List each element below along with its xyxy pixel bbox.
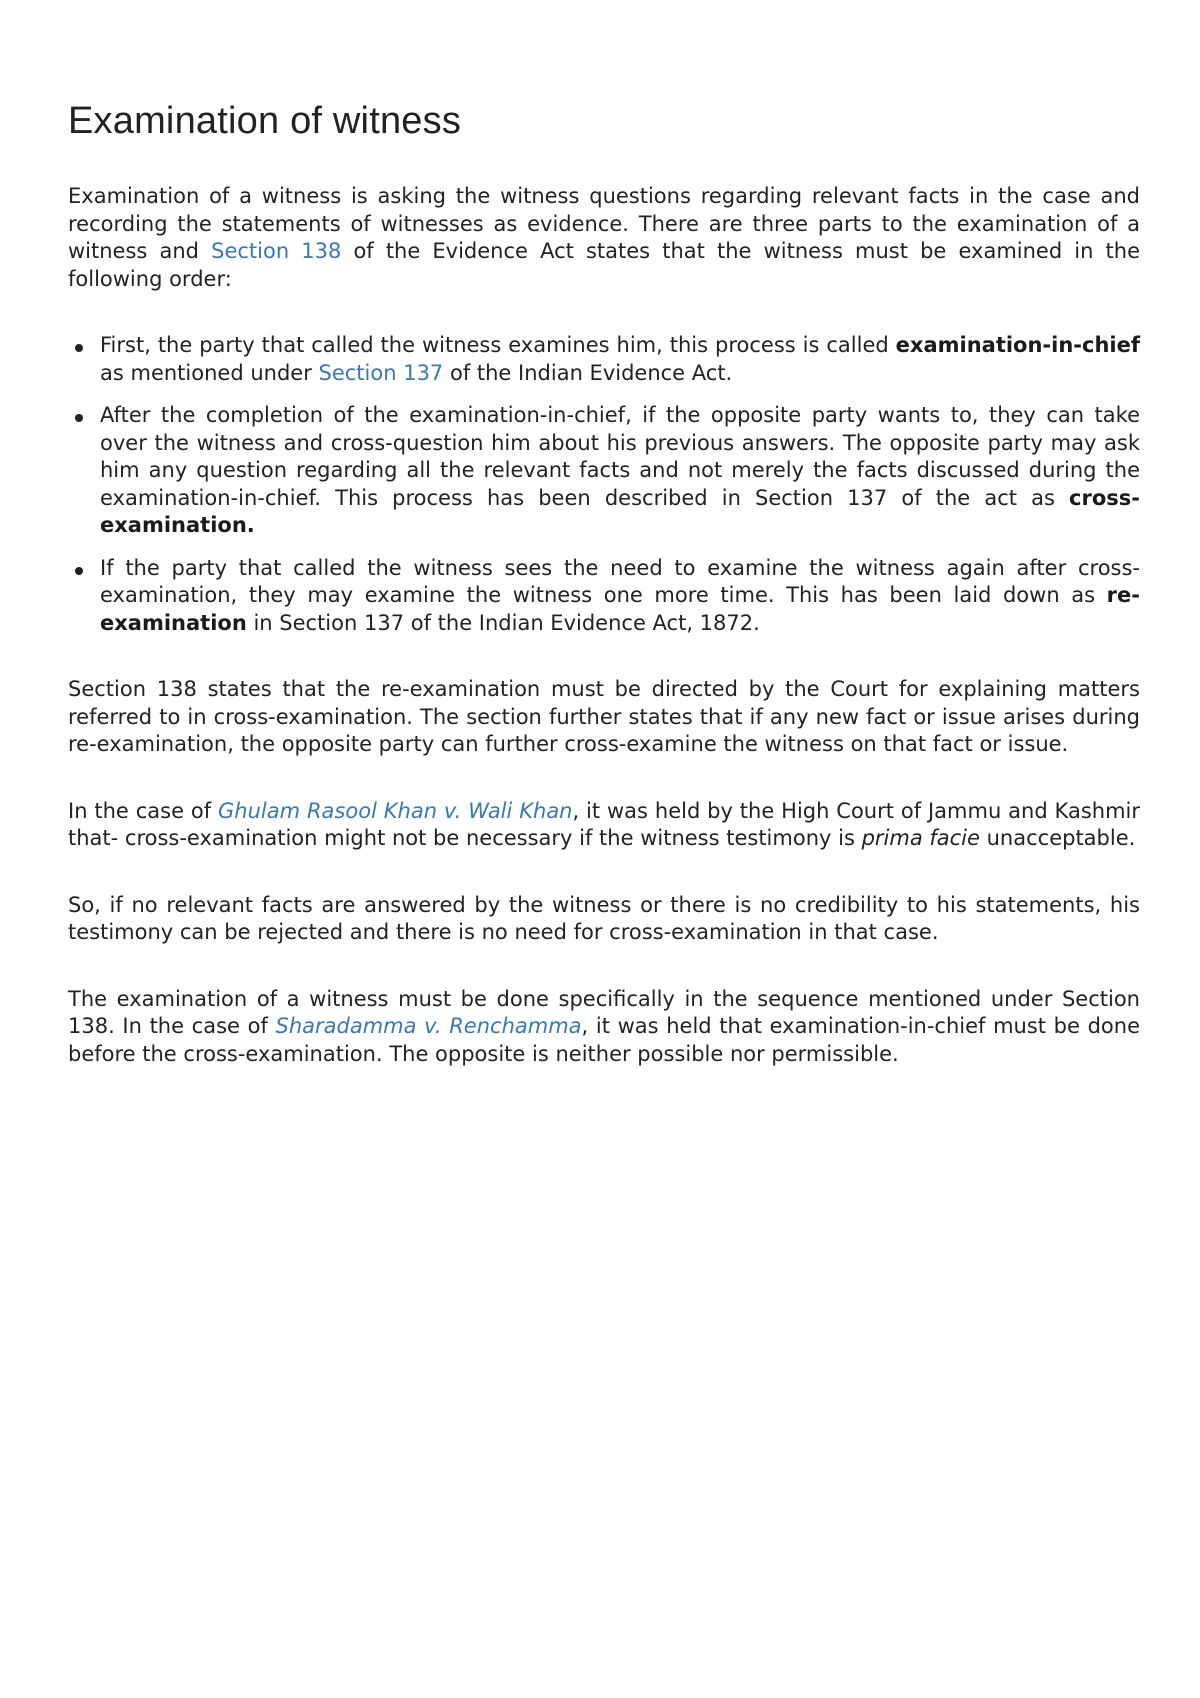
ghulam-rasool-paragraph: In the case of Ghulam Rasool Khan v. Wali Khan, it was held by the High Court of Jammu and Kashmir that- cross-examination might not be necessary if the witness testimony is prima facie unacceptable. [68, 798, 1141, 850]
intro-paragraph [68, 183, 1140, 293]
section-138-link[interactable]: Section 138 [211, 239, 342, 263]
list-item-re-examination: If the party that called the witness sees the need to examine the witness again after cross-examination, they may examine the witness one more time. This has been laid down as re-examination in Section 137 of the Indian Evidence Act, 1872. [68, 555, 1140, 638]
bullet-icon [75, 344, 83, 352]
page-title: Examination of witness [68, 100, 462, 142]
prima-facie-term: prima facie [861, 826, 980, 850]
intro-text-1: Examination of a witness is asking the witness questions regarding relevant facts in the case and recording the statements of witnesses as evidence. There are three parts to the examination of a witness and [68, 184, 1140, 263]
term-re-examination: re-examination [100, 583, 1140, 635]
section-137-link[interactable]: Section 137 [318, 360, 444, 385]
list-item-examination-in-chief: First, the party that called the witness examines him, this process is called examination-in-chief as mentioned under Section 137 of the Indian Evidence Act. [68, 332, 1140, 387]
document-page [68, 100, 1140, 1107]
intro-text-2: of the Evidence Act states that the witness must be examined in the following order: [68, 239, 1141, 291]
bullet-icon [75, 567, 83, 575]
list-item-cross-examination: After the completion of the examination-in-chief, if the opposite party wants to, they can take over the witness and cross-question him about his previous answers. The opposite party may ask him any question regarding all the relevant facts and not merely the facts discussed during the examination-in-chief. This process has been described in Section 137 of the act as cross-examination. [68, 402, 1140, 540]
bullet-icon [75, 414, 83, 422]
ghulam-rasool-case-link[interactable]: Ghulam Rasool Khan v. Wali Khan [218, 798, 573, 823]
credibility-paragraph: So, if no relevant facts are answered by the witness or there is no credibility to his statements, his testimony can be rejected and there is no need for cross-examination in that case. [68, 892, 1140, 944]
section-138-paragraph: Section 138 states that the re-examination must be directed by the Court for explaining matters referred to in cross-examination. The section further states that if any new fact or issue arises during re-examination, the opposite party can further cross-examine the witness on that fact or issue. [68, 677, 1140, 756]
term-examination-in-chief: examination-in-chief [895, 333, 1140, 357]
term-cross-examination: cross-examination. [100, 485, 1140, 537]
sharadamma-paragraph: The examination of a witness must be done specifically in the sequence mentioned under Section 138. In the case of Sharadamma v. Renchamma, it was held that examination-in-chief must be done before the cross-examination. The opposite is neither possible nor permissible. [68, 986, 1140, 1066]
sharadamma-case-link[interactable]: Sharadamma v. Renchamma [275, 1014, 582, 1038]
examination-order-list [68, 332, 1140, 637]
